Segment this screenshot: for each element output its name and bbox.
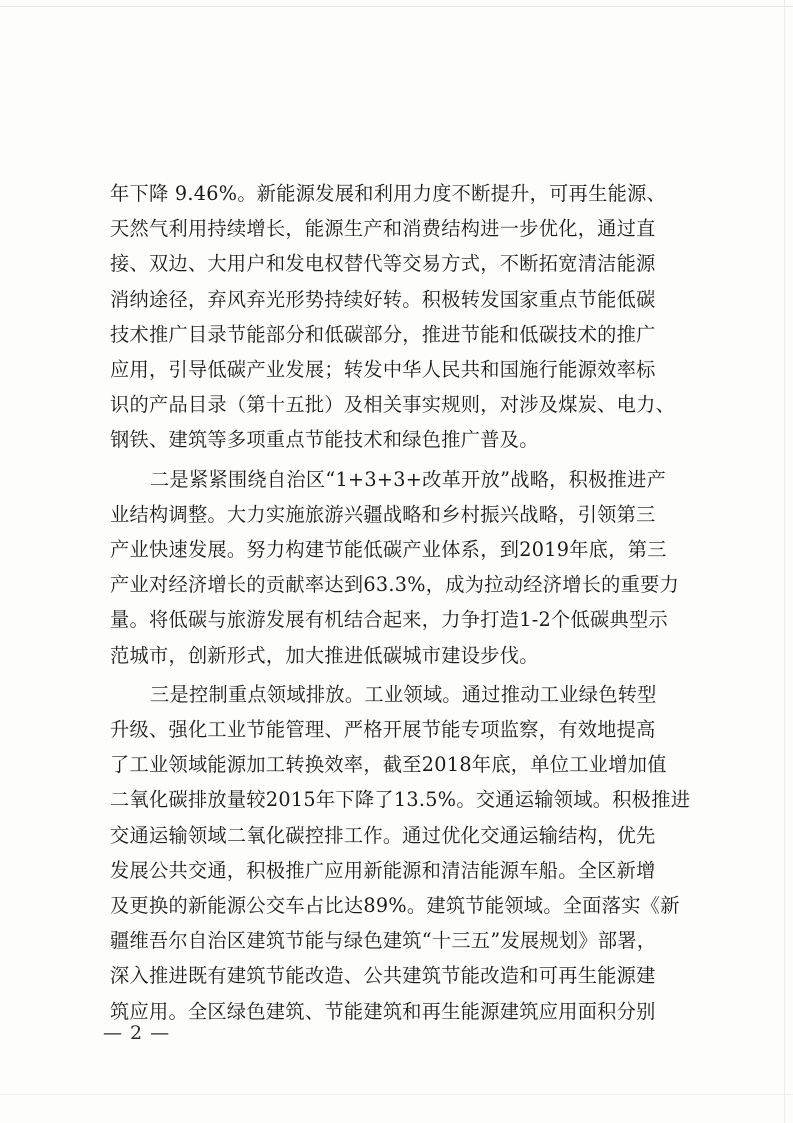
text-line: 范城市，创新形式，加大推进低碳城市建设步伐。 (110, 643, 539, 667)
text-line: 三是控制重点领域排放。工业领域。通过推动工业绿色转型 (150, 682, 657, 706)
text-line: 发展公共交通，积极推广应用新能源和清洁能源车船。全区新增 (110, 858, 656, 882)
page-number: — 2 — (103, 1022, 171, 1044)
text-line: 业结构调整。大力实施旅游兴疆战略和乡村振兴战略，引领第三 (110, 502, 656, 526)
text-line: 交通运输领域二氧化碳控排工作。通过优化交通运输结构，优先 (110, 823, 656, 847)
text-line: 钢铁、建筑等多项重点节能技术和绿色推广普及。 (110, 428, 539, 452)
text-line: 识的产品目录（第十五批）及相关事实规则，对涉及煤炭、电力、 (110, 393, 676, 417)
text-line: 二是紧紧围绕自治区“1+3+3+改革开放”战略，积极推进产 (150, 467, 667, 491)
paragraph-energy-structure (110, 176, 710, 458)
text-line: 接、双边、大用户和发电权替代等交易方式，不断拓宽清洁能源 (110, 252, 656, 276)
paragraph-key-sector-emissions (110, 677, 710, 1029)
text-line: 技术推广目录节能部分和低碳部分，推进节能和低碳技术的推广 (110, 322, 656, 346)
text-line: 了工业领域能源加工转换效率，截至2018年底，单位工业增加值 (110, 753, 667, 777)
scan-edge-top (0, 6, 793, 7)
text-line: 升级、强化工业节能管理、严格开展节能专项监察，有效地提高 (110, 718, 656, 742)
text-line: 疆维吾尔自治区建筑节能与绿色建筑“十三五”发展规划》部署， (110, 929, 657, 953)
text-line: 年下降 9.46%。新能源发展和利用力度不断提升，可再生能源、 (110, 182, 667, 205)
text-line: 筑应用。全区绿色建筑、节能建筑和再生能源建筑应用面积分别 (110, 999, 656, 1023)
text-line: 应用，引导低碳产业发展；转发中华人民共和国施行能源效率标 (110, 358, 656, 382)
text-line: 天然气利用持续增长，能源生产和消费结构进一步优化，通过直 (110, 217, 656, 241)
text-line: 二氧化碳排放量较2015年下降了13.5%。交通运输领域。积极推进 (110, 788, 691, 812)
document-body (110, 176, 710, 1029)
text-line: 消纳途径，弃风弃光形势持续好转。积极转发国家重点节能低碳 (110, 287, 656, 311)
scan-edge-bottom (0, 1094, 793, 1095)
text-line: 产业对经济增长的贡献率达到63.3%，成为拉动经济增长的重要力 (110, 573, 680, 597)
text-line: 深入推进既有建筑节能改造、公共建筑节能改造和可再生能源建 (110, 964, 656, 988)
text-line: 量。将低碳与旅游发展有机结合起来，力争打造1-2个低碳典型示 (110, 608, 668, 632)
text-line: 产业快速发展。努力构建节能低碳产业体系，到2019年底，第三 (110, 538, 667, 562)
paragraph-industrial-restructuring (110, 462, 710, 673)
scan-edge-right (784, 0, 785, 1123)
text-line: 及更换的新能源公交车占比达89%。建筑节能领域。全面落实《新 (110, 894, 680, 918)
